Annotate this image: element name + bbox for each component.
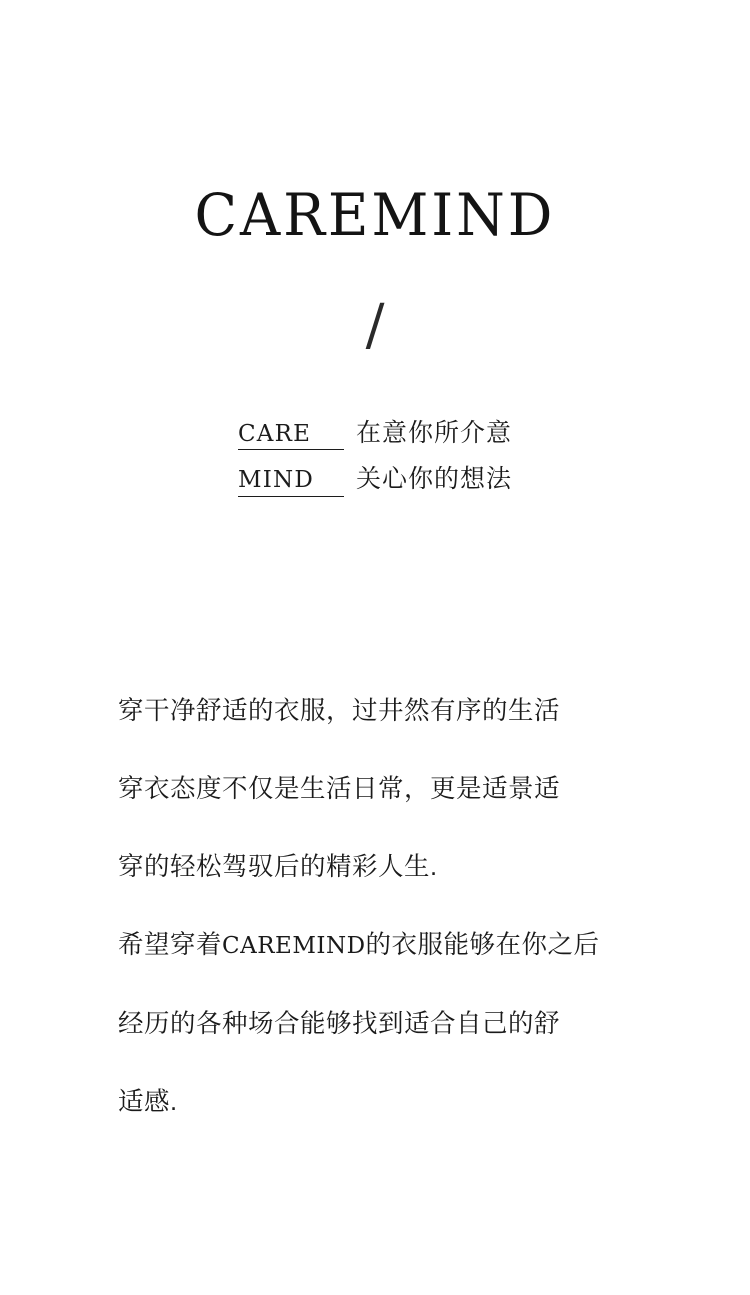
brand-title-container — [0, 181, 750, 249]
body-line: 穿干净舒适的衣服，过井然有序的生活 — [118, 697, 561, 725]
tagline-en-cell — [238, 421, 356, 450]
tagline-en-label: CARE — [238, 421, 344, 450]
tagline-row — [238, 418, 512, 450]
body-line: 适感. — [118, 1088, 178, 1116]
page-title: CAREMIND — [194, 181, 556, 249]
body-line-brand — [118, 906, 638, 985]
slash-divider: / — [365, 293, 385, 358]
body-copy — [118, 672, 638, 1141]
tagline-en-label: MIND — [238, 467, 344, 496]
divider-container — [0, 293, 750, 358]
tagline-block — [0, 418, 750, 497]
body-line-brand-suffix: 的衣服能够在你之后 — [365, 931, 600, 959]
body-line: 经历的各种场合能够找到适合自己的舒 — [118, 1010, 561, 1038]
tagline-row — [238, 464, 512, 496]
tagline-rows — [238, 418, 512, 497]
tagline-en-cell — [238, 467, 356, 496]
body-line-brand-prefix: 希望穿着 — [118, 931, 223, 959]
inline-brand-name: CAREMIND — [222, 933, 366, 959]
body-line: 穿的轻松驾驭后的精彩人生. — [118, 853, 438, 881]
tagline-cn-label: 在意你所介意 — [355, 419, 512, 447]
tagline-cn-label: 关心你的想法 — [355, 465, 512, 494]
body-line: 穿衣态度不仅是生活日常，更是适景适 — [118, 775, 561, 803]
